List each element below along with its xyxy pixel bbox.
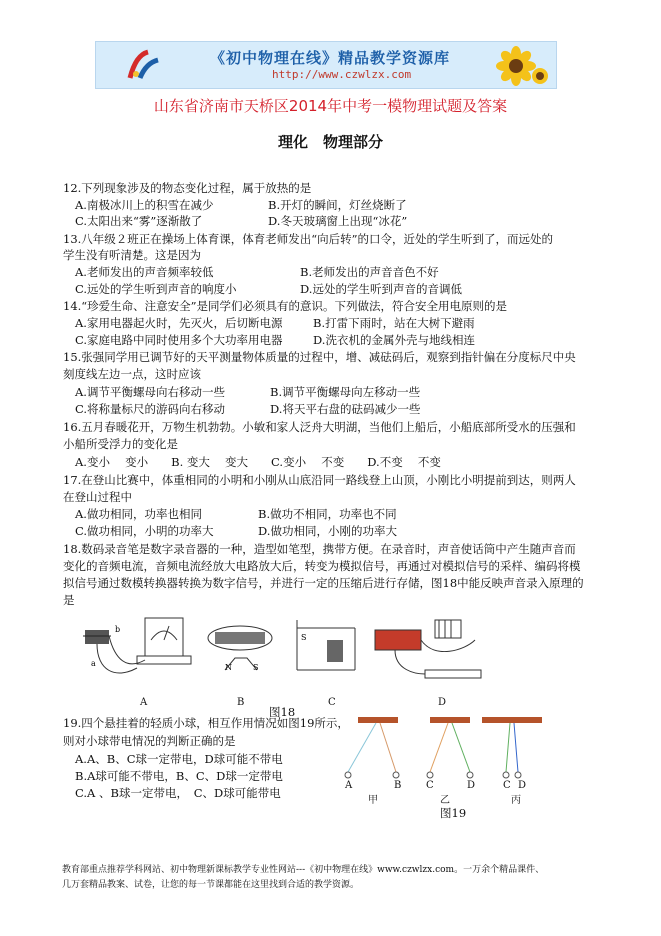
section-title: 理化 物理部分 xyxy=(277,133,383,151)
question-text-line: C.A 、B球一定带电， C、D球可能带电 xyxy=(75,786,281,800)
question-text-line: 拟信号通过数模转换器转换为数字信号，并进行一定的压缩后进行存储，图18中能反映声音录入原理的 xyxy=(63,576,584,590)
question-text-line: A.A、B、C球一定带电，D球可能不带电 xyxy=(75,752,283,766)
document-title: 山东省济南市天桥区2014年中考一模物理试题及答案 xyxy=(153,97,508,115)
question-text-line: 19.四个悬挂着的轻质小球，相互作用情况如图19所示， xyxy=(63,716,349,730)
svg-text:N: N xyxy=(225,663,232,672)
site-logo-icon xyxy=(126,48,162,82)
fig18-label-b: B xyxy=(237,697,245,708)
question-text-line: 小船所受浮力的变化是 xyxy=(63,437,178,451)
question-text-line: 18.数码录音笔是数字录音器的一种，造型如笔型，携带方便。在录音时，声音使话筒中产生随声音而 xyxy=(63,542,576,556)
banner-url: http://www.czwlzx.com xyxy=(272,68,412,81)
question-text-line: C.远处的学生听到声音的响度小 xyxy=(75,282,237,296)
footer-line-2: 几万套精品教案、试卷，让您的每一节课都能在这里找到合适的教学资源。 xyxy=(62,880,360,890)
question-text-line: A.南极冰川上的积雪在减少 xyxy=(75,198,214,212)
fig19-ball-c: C xyxy=(426,780,434,791)
site-banner xyxy=(95,41,557,89)
fig19-ball-d2: D xyxy=(518,780,527,791)
fig18-c-wire-field xyxy=(297,620,355,670)
question-text-line: B.调节平衡螺母向左移动一些 xyxy=(270,385,421,399)
sunflower-icon xyxy=(494,46,550,86)
fig18-label-a: A xyxy=(140,697,148,708)
question-text-line: 14.“珍爱生命、注意安全”是同学们必须具有的意识。下列做法，符合安全用电原则的是 xyxy=(63,299,508,313)
fig19-group-bing: 丙 xyxy=(511,795,521,806)
footer-line-1: 教育部重点推荐学科网站、初中物理新课标教学专业性网站---《初中物理在线》www.czwlzx.com。一万余个精品课件、 xyxy=(62,865,545,875)
fig19-ball-d: D xyxy=(467,780,476,791)
question-text-line: C.将称量标尺的游码向右移动 xyxy=(75,402,226,416)
banner-title: 《初中物理在线》精品教学资源库 xyxy=(210,49,451,67)
question-text-line: D.远处的学生听到声音的音调低 xyxy=(300,282,462,296)
question-text-line: 在登山过程中 xyxy=(63,490,132,504)
svg-text:b: b xyxy=(115,625,121,634)
fig19-caption: 图19 xyxy=(440,806,467,820)
question-text-line: 16.五月春暖花开，万物生机勃勃。小敏和家人泛舟大明湖，当他们上船后，小船底部所受水的压强和 xyxy=(63,420,576,434)
fig18-b-coil-magnet xyxy=(208,626,272,672)
question-text-line: B.开灯的瞬间，灯丝烧断了 xyxy=(268,198,407,212)
question-text-line: A.调节平衡螺母向右移动一些 xyxy=(75,385,225,399)
figure-19 xyxy=(338,712,578,802)
question-text-line: C.做功相同，小明的功率大 xyxy=(75,524,214,538)
question-text-line: A.做功相同，功率也相同 xyxy=(75,507,202,521)
question-text-line: 是 xyxy=(63,593,75,607)
svg-text:S: S xyxy=(301,633,307,642)
question-text-line: A.老师发出的声音频率较低 xyxy=(75,265,214,279)
question-text-line: 17.在登山比赛中，体重相同的小明和小刚从山底沿同一路线登上山顶，小刚比小明提前到达，则两人 xyxy=(63,473,576,487)
question-text-line: B.打雷下雨时，站在大树下避雨 xyxy=(313,316,475,330)
fig18-d-motor xyxy=(375,620,481,678)
fig19-ball-b: B xyxy=(394,780,402,791)
question-text-line: D.冬天玻璃窗上出现“冰花” xyxy=(268,214,408,228)
svg-text:S: S xyxy=(253,663,259,672)
question-text-line: D.将天平右盘的砝码减少一些 xyxy=(270,402,421,416)
question-text-line: B.做功不相同，功率也不同 xyxy=(258,507,397,521)
svg-text:a: a xyxy=(91,659,96,668)
fig18-a-galvanometer xyxy=(83,618,191,673)
question-text-line: C.家庭电路中同时使用多个大功率用电器 xyxy=(75,333,283,347)
figure-18 xyxy=(75,610,495,710)
question-text-line: D.做功相同，小刚的功率大 xyxy=(258,524,397,538)
fig19-group-yi: 乙 xyxy=(440,795,450,806)
question-text-line: 刻度线左边一点，这时应该 xyxy=(63,367,201,381)
question-text-line: 则对小球带电情况的判断正确的是 xyxy=(63,734,236,748)
question-text-line: B.老师发出的声音音色不好 xyxy=(300,265,439,279)
question-text-line: 学生没有听清楚。这是因为 xyxy=(63,248,201,262)
fig19-group-jia: 甲 xyxy=(368,795,378,806)
fig18-caption: 图18 xyxy=(269,705,296,719)
question-text-line: 15.张强同学用已调节好的天平测量物体质量的过程中，增、减砝码后，观察到指针偏在分度标尺中央 xyxy=(63,350,576,364)
fig19-ball-c2: C xyxy=(503,780,511,791)
question-text-line: 13.八年级２班正在操场上体育课，体育老师发出“向后转”的口令，近处的学生听到了，而远处的 xyxy=(63,232,554,246)
question-text-line: B.A球可能不带电，B、C、D球一定带电 xyxy=(75,769,283,783)
fig18-label-c: C xyxy=(328,697,336,708)
question-text-line: A.家用电器起火时，先灭火，后切断电源 xyxy=(75,316,283,330)
question-text-line: 变化的音频电流，音频电流经放大电路放大后，转变为模拟信号，再通过对模拟信号的采样、编码将模 xyxy=(63,559,581,573)
question-text-line: 12.下列现象涉及的物态变化过程，属于放热的是 xyxy=(63,181,312,195)
fig19-ball-a: A xyxy=(345,780,353,791)
question-text-line: D.洗衣机的金属外壳与地线相连 xyxy=(313,333,475,347)
question-text-line: C.太阳出来“雾”逐渐散了 xyxy=(75,214,203,228)
fig18-label-d: D xyxy=(438,697,447,708)
question-text-line: A.变小 变小 B. 变大 变大 C.变小 不变 D.不变 不变 xyxy=(75,455,441,469)
